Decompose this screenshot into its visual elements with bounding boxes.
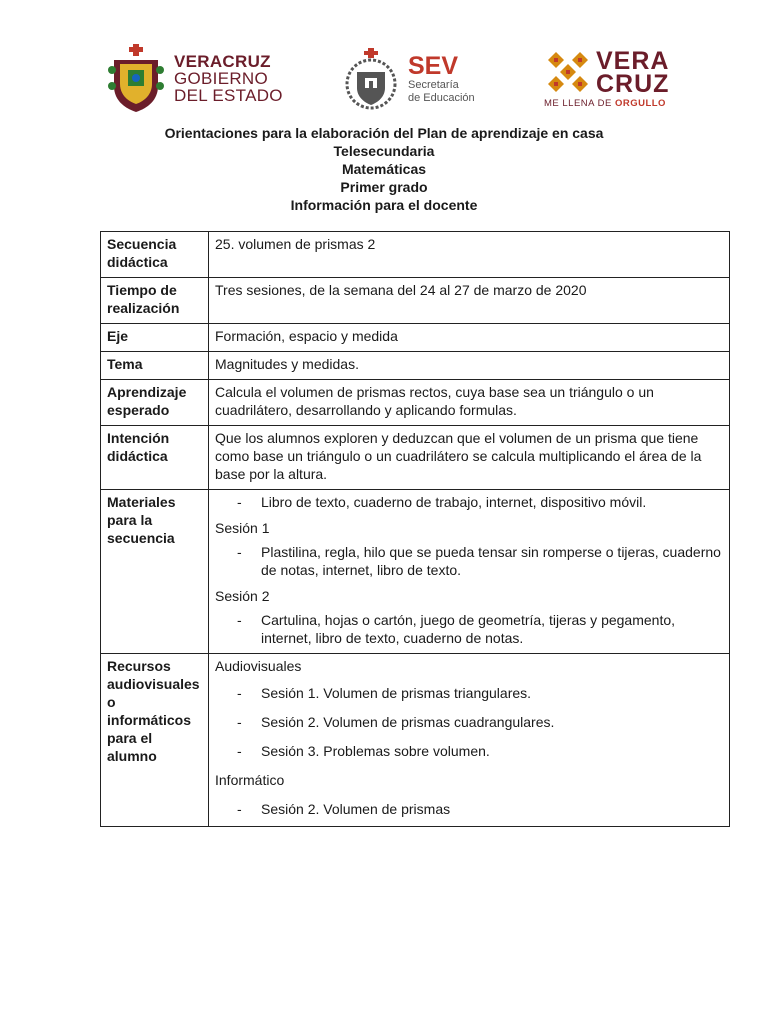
- veracruz-orgullo-logo: [544, 47, 670, 98]
- materiales-general: Libro de texto, cuaderno de trabajo, internet, dispositivo móvil.: [261, 494, 647, 510]
- table-row: [101, 232, 730, 278]
- header: [0, 40, 768, 120]
- table-row: [101, 380, 730, 426]
- row-value-intencion: Que los alumnos exploren y deduzcan que el volumen de un prisma que tiene como base un triángulo o un cuadrilátero se calcula multiplicando el área de la base por la altura.: [209, 426, 730, 490]
- sev-line1: Secretaría: [408, 79, 459, 91]
- recurso-av1: Sesión 1. Volumen de prismas triangulares.: [261, 685, 532, 701]
- row-label-intencion: Intención didáctica: [101, 426, 209, 490]
- list-item: [215, 493, 723, 511]
- recursos-audiovisuales-heading: Audiovisuales: [215, 658, 302, 674]
- logo1-line3: DEL ESTADO: [174, 85, 283, 105]
- logo3-line2: CRUZ: [596, 70, 670, 98]
- doc-title: Orientaciones para la elaboración del Plan de aprendizaje en casa: [164, 125, 604, 141]
- materiales-sesion2: Cartulina, hojas o cartón, juego de geometría, tijeras y pegamento, internet, libro de texto, cuaderno de notas.: [261, 612, 676, 646]
- row-value-eje: Formación, espacio y medida: [209, 324, 730, 352]
- lesson-info-table: [100, 231, 730, 827]
- row-label-recursos: Recursos audiovisuales o informáticos para el alumno: [101, 654, 209, 827]
- sev-line2: de Educación: [408, 92, 475, 104]
- list-item: [215, 713, 723, 731]
- row-value-tema: Magnitudes y medidas.: [209, 352, 730, 380]
- dash-marker: -: [237, 494, 242, 510]
- row-label-secuencia: Secuencia didáctica: [101, 232, 209, 278]
- dash-marker: -: [237, 743, 242, 759]
- dash-marker: -: [237, 714, 242, 730]
- veracruz-gobierno-logo: [104, 42, 283, 114]
- row-value-recursos: [209, 654, 730, 827]
- table-row: [101, 352, 730, 380]
- materiales-sesion1-heading: Sesión 1: [215, 520, 270, 536]
- materiales-sesion1: Plastilina, regla, hilo que se pueda tensar sin romperse o tijeras, cuaderno de notas, internet, libro de texto.: [261, 544, 721, 578]
- row-label-tiempo: Tiempo de realización: [101, 278, 209, 324]
- table-row: [101, 324, 730, 352]
- row-label-tema: Tema: [101, 352, 209, 380]
- list-item: [215, 543, 723, 579]
- row-value-materiales: [209, 490, 730, 654]
- dash-marker: -: [237, 612, 242, 628]
- dash-marker: -: [237, 801, 242, 817]
- row-label-materiales: Materiales para la secuencia: [101, 490, 209, 654]
- table-row: [101, 278, 730, 324]
- materiales-sesion2-heading: Sesión 2: [215, 588, 270, 604]
- row-value-aprendizaje: Calcula el volumen de prismas rectos, cuya base sea un triángulo o un cuadrilátero, desarrollando y aplicando formulas.: [209, 380, 730, 426]
- list-item: [215, 800, 723, 818]
- sev-logo: [340, 48, 475, 110]
- recurso-av2: Sesión 2. Volumen de prismas cuadrangulares.: [261, 714, 555, 730]
- row-label-aprendizaje: Aprendizaje esperado: [101, 380, 209, 426]
- row-label-eje: Eje: [101, 324, 209, 352]
- logo3-tagline: [544, 98, 666, 109]
- doc-subtitle-program: Telesecundaria: [333, 143, 435, 159]
- state-coat-of-arms-icon: [104, 42, 168, 114]
- doc-subtitle-audience: Información para el docente: [290, 197, 478, 213]
- list-item: [215, 611, 723, 647]
- dash-marker: -: [237, 685, 242, 701]
- recurso-av3: Sesión 3. Problemas sobre volumen.: [261, 743, 490, 759]
- row-value-secuencia: 25. volumen de prismas 2: [209, 232, 730, 278]
- dash-marker: -: [237, 544, 242, 560]
- table-row: [101, 426, 730, 490]
- list-item: [215, 742, 723, 760]
- logo1-line2: GOBIERNO: [174, 68, 269, 88]
- logo1-line1: VERACRUZ: [174, 51, 271, 71]
- list-item: [215, 684, 723, 702]
- logo3-tag-a: ME LLENA DE: [544, 98, 612, 109]
- row-value-tiempo: Tres sesiones, de la semana del 24 al 27 de marzo de 2020: [209, 278, 730, 324]
- sev-shield-icon: [340, 48, 402, 110]
- doc-subtitle-grade: Primer grado: [340, 179, 428, 195]
- logo3-tag-b: ORGULLO: [614, 98, 666, 109]
- recursos-informatico-heading: Informático: [215, 772, 285, 788]
- table-row: [101, 490, 730, 654]
- doc-subtitle-subject: Matemáticas: [341, 161, 427, 177]
- recurso-inf1: Sesión 2. Volumen de prismas: [261, 801, 451, 817]
- sev-title: SEV: [408, 52, 459, 80]
- geometric-pattern-icon: [544, 50, 592, 96]
- table-row: [101, 654, 730, 827]
- document-titles: [0, 124, 768, 214]
- logo3-line1: VERA: [596, 47, 670, 75]
